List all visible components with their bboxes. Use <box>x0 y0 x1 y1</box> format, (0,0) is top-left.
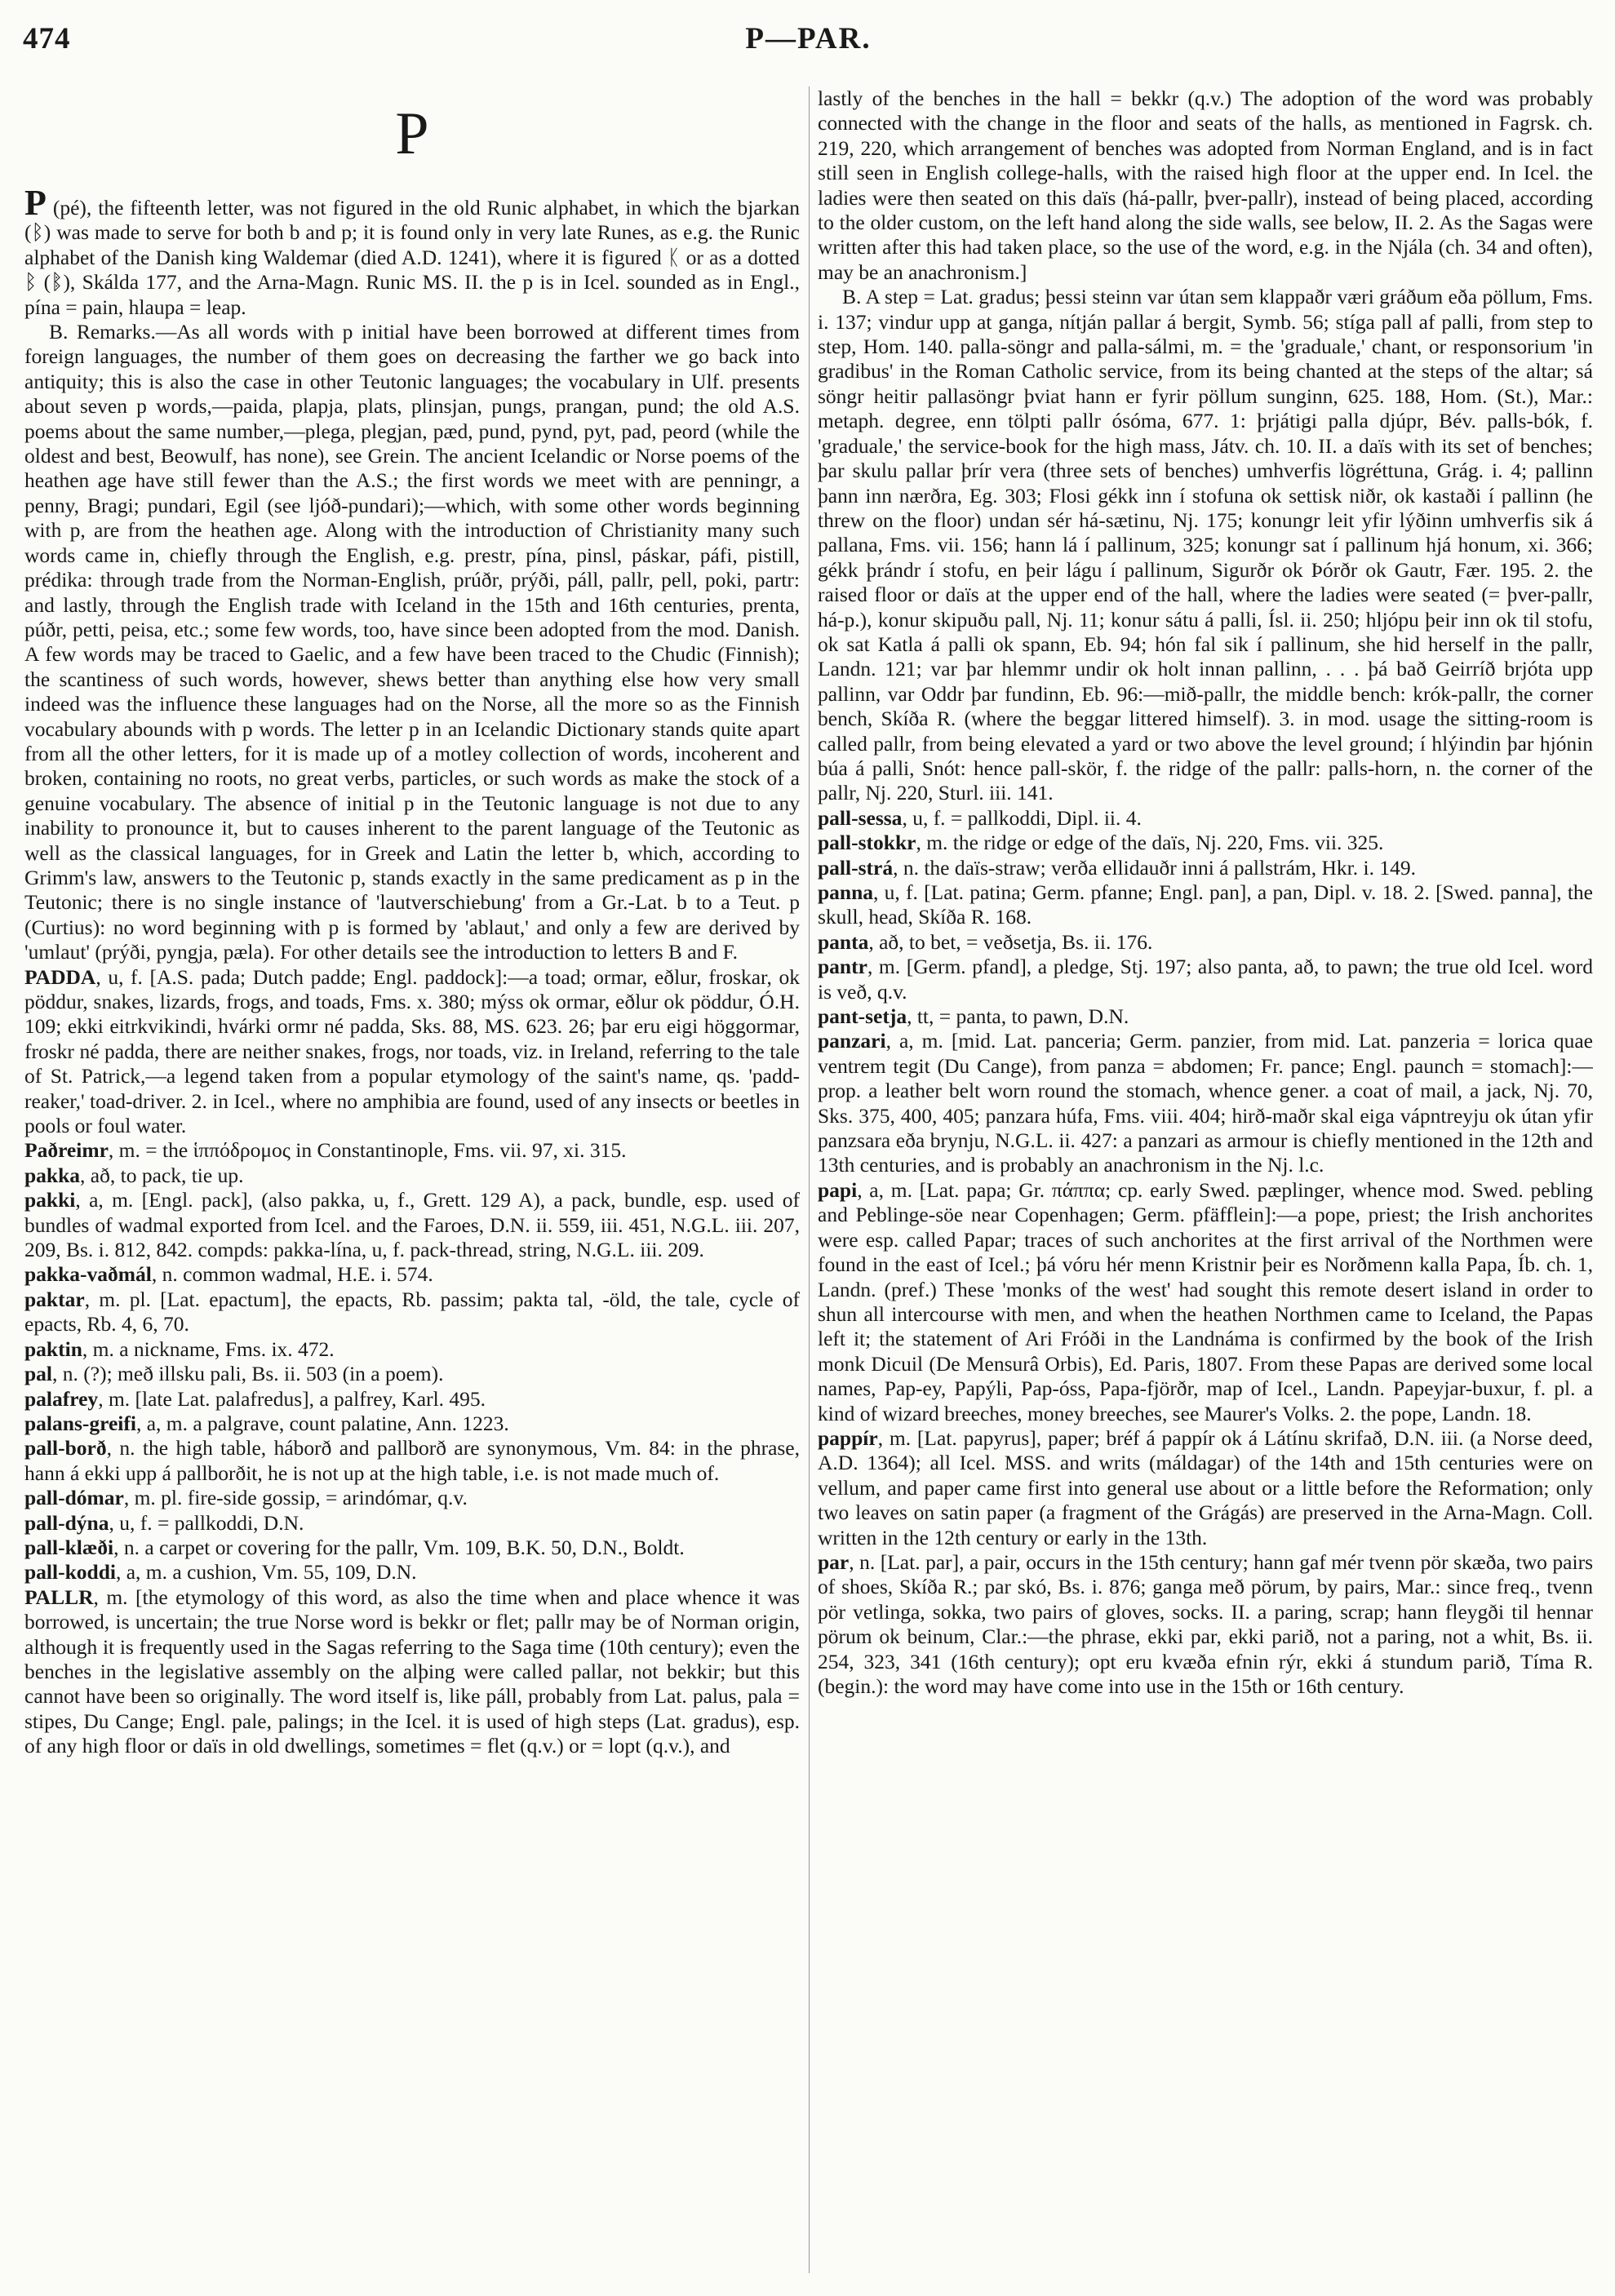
dictionary-entry-pallr-b <box>818 285 1593 806</box>
dictionary-entry-palafrey <box>24 1387 800 1412</box>
dictionary-entry-pall-dyna <box>24 1511 800 1536</box>
dictionary-entry-panzari <box>818 1029 1593 1177</box>
dictionary-entry-pakka <box>24 1164 800 1188</box>
dictionary-entry-panta <box>818 930 1593 955</box>
headword: par <box>818 1549 850 1574</box>
entry-text: , m. [late Lat. palafredus], a palfrey, Karl. 495. <box>98 1386 486 1411</box>
dictionary-entry-pakka-vadmal <box>24 1262 800 1287</box>
headword: pall-stokkr <box>818 831 916 855</box>
headword: pakka <box>24 1163 81 1187</box>
dictionary-entry-papi <box>818 1178 1593 1426</box>
headword: palans-greifi <box>24 1411 136 1435</box>
entry-text: , m. [Lat. papyrus], paper; bréf á pappír ok á Látínu skrifað, D.N. iii. (a Norse deed, A.D. 1364); all Icel. MSS. and writs (máldagar) of the 14th and 15th centuries were on vellum, and paper came first into general use about or a little before the Reformation; only two leaves on satin paper (a fragment of the Grágás) are preserved in the Arna-Magn. Coll. written in the 12th century or early in the 13th. <box>818 1425 1593 1549</box>
entry-text: , n. the high table, háborð and pallborð are synonymous, Vm. 84: in the phrase, hann á ekki upp á pallborðit, he is not up at the high table, i.e. is not made much of. <box>24 1436 800 1485</box>
dictionary-entry-padda <box>24 965 800 1139</box>
entry-text: , tt, = panta, to pawn, D.N. <box>907 1004 1129 1029</box>
entry-text: , m. [the etymology of this word, as also the time when and place whence it was borrowed, is uncertain; the true Norse word is bekkr or flet; pallr may be of Norman origin, although it is frequently used in the Sagas referring to the Saga time (10th century); even the benches in the legislative assembly on the alþing were called pallar, not bekkir; but this cannot have been so originally. The word itself is, like páll, probably from Lat. palus, pala = stipes, Du Cange; Engl. pale, palings; in the Icel. it is used of high steps (Lat. gradus), esp. of any high floor or daïs in old dwellings, sometimes = flet (q.v.) or = lopt (q.v.), and <box>24 1585 800 1758</box>
dictionary-entry-paktar <box>24 1288 800 1337</box>
dictionary-entry-pant-setja <box>818 1004 1593 1029</box>
dictionary-entry-panna <box>818 880 1593 930</box>
dictionary-entry-pall-domar <box>24 1486 800 1510</box>
headword: paktar <box>24 1287 85 1311</box>
dictionary-entry-pallr <box>24 1585 800 1759</box>
entry-text: , a, m. a palgrave, count palatine, Ann. 1223. <box>135 1411 509 1435</box>
headword: pall-borð <box>24 1436 107 1460</box>
dictionary-entry-pall-sessa <box>818 806 1593 831</box>
initial-letter: P <box>24 183 47 223</box>
dictionary-entry-pall-koddi <box>24 1560 800 1585</box>
headword: pal <box>24 1362 53 1386</box>
entry-text: , a, m. [Lat. papa; Gr. πάππα; cp. early Swed. pæplinger, whence mod. Swed. pebling and Peblinge-söe near Copenhagen; Germ. pfäfflein]:—a pope, priest; the Irish anchorites were esp. called Papar; traces of such anchorites at the first arrival of the Northmen were found in the east of Icel.; þá vóru hér menn Kristnir þeir es Norðmenn kalla Papa, Íb. ch. 1, Landn. (pref.) These 'monks of the west' had sought this remote desert island in order to shun all intercourse with men, and when the heathen Northmen came to Iceland, the Papas left it; the statement of Ari Fróði in the Landnáma is confirmed by the book of the Irish monk Dicuil (De Mensurâ Orbis), Ed. Paris, 1807. From these Papas are derived some local names, Pap-ey, Papýli, Pap-óss, Papa-fjörðr, map of Icel., Landn. Papeyjar-buxur, f. pl. a kind of wizard breeches, money breeches, see Maurer's Volks. 2. the pope, Landn. 18. <box>818 1177 1593 1425</box>
dictionary-entry-pappir <box>818 1426 1593 1550</box>
dictionary-entry-p-remarks <box>24 320 800 965</box>
headword: pall-sessa <box>818 805 903 830</box>
entry-text: , n. a carpet or covering for the pallr, Vm. 109, B.K. 50, D.N., Boldt. <box>113 1535 685 1559</box>
headword: pantr <box>818 955 867 979</box>
headword: Paðreimr <box>24 1138 109 1163</box>
headword: pall-klæði <box>24 1535 114 1559</box>
headword: pall-dýna <box>24 1510 109 1535</box>
headword: paktin <box>24 1336 82 1361</box>
entry-text: , að, to pack, tie up. <box>80 1163 244 1187</box>
entry-text: , u, f. [A.S. pada; Dutch padde; Engl. paddock]:—a toad; ormar, eðlur, froskar, ok pöddur, snakes, lizards, frogs, and toads, Fms. x. 380; mýss ok ormar, eðlur ok pöddur, Ó.H. 109; ekki eitrkvikindi, hvárki ormr né padda, Sks. 88, MS. 623. 26; þar eru eigi höggormar, froskr né padda, there are neither snakes, frogs, nor toads, viz. in Ireland, referring to the tale of St. Patrick,—a legend taken from a popular etymology of the saint's name, qs. 'padd-reaker,' toad-driver. 2. in Icel., where no amphibia are found, used of any insects or beetles in pools or foul water. <box>24 964 800 1138</box>
dictionary-entry-pall-kledi <box>24 1536 800 1560</box>
headword: pappír <box>818 1425 878 1450</box>
headword: pall-dómar <box>24 1486 124 1510</box>
headword: panna <box>818 880 874 904</box>
entry-text: , m. pl. fire-side gossip, = arindómar, q.v. <box>123 1486 468 1510</box>
dictionary-entry-pall-stra <box>818 856 1593 880</box>
entry-text: , m. [Germ. pfand], a pledge, Stj. 197; also panta, að, to pawn; the true old Icel. word is veð, q.v. <box>818 955 1593 1004</box>
entry-text: , m. = the ἱππόδρομος in Constantinople, Fms. vii. 97, xi. 315. <box>108 1138 627 1163</box>
entry-text: , u, f. = pallkoddi, D.N. <box>109 1510 304 1535</box>
page-number: 474 <box>23 22 71 55</box>
entry-text: , n. [Lat. par], a pair, occurs in the 15th century; hann gaf mér tvenn pör skæða, two pairs of shoes, Skíða R.; par skó, Bs. i. 876; ganga með pörum, by pairs, Mar.: since freq., tvenn pör vetlinga, sokka, two pairs of gloves, socks. II. a paring, scrap; hann fleygði til hennar pörum ok beinum, Clar.:—the phrase, ekki par, ekki parið, not a paring, not a whit, Bs. ii. 254, 323, 341 (16th century); opt eru kvæða efnin rýr, ekki á stundum parið, Tíma R. (begin.): the word may have come into use in the 15th or 16th century. <box>818 1549 1593 1698</box>
dictionary-entry-paktin <box>24 1337 800 1362</box>
headword: PADDA <box>24 964 96 989</box>
running-head: P—PAR. <box>745 22 872 55</box>
right-column <box>818 86 1593 2273</box>
dictionary-entry-pall-stokkr <box>818 831 1593 855</box>
headword: pall-koddi <box>24 1560 116 1585</box>
entry-text: lastly of the benches in the hall = bekkr (q.v.) The adoption of the word was probably connected with the change in the floor and seats of the halls, as mentioned in Fagrsk. ch. 219, 220, which arrangement of benches was adopted from Norman England, and is in fact still seen in English college-halls, with the raised high floor at the upper end. In Icel. the ladies were then seated on this daïs (há-pallr, þver-pallr), instead of being placed, according to the older custom, on the left hand along the side walls, see below, II. 2. As the Sagas were written after this had taken place, so the use of the word, e.g. in the Njála (ch. 34 and often), may be an anachronism.] <box>818 86 1593 284</box>
section-letter: P <box>395 100 429 167</box>
entry-text: , a, m. a cushion, Vm. 55, 109, D.N. <box>115 1560 417 1585</box>
entry-text: , n. the daïs-straw; verða ellidauðr inni á pallstrám, Hkr. i. 149. <box>893 855 1416 880</box>
entry-text: , u, f. = pallkoddi, Dipl. ii. 4. <box>902 805 1142 830</box>
entry-text: , a, m. [Engl. pack], (also pakka, u, f., Grett. 129 A), a pack, bundle, esp. used of bundles of wadmal exported from Icel. and the Faroes, D.N. ii. 559, iii. 451, N.G.L. iii. 207, 209, Bs. i. 812, 842. compds: pakka-lína, u, f. pack-thread, string, N.G.L. iii. 209. <box>24 1188 800 1262</box>
entry-text: , n. (?); með illsku pali, Bs. ii. 503 (in a poem). <box>52 1362 444 1386</box>
entry-text: , m. pl. [Lat. epactum], the epacts, Rb. passim; pakta tal, -öld, the tale, cycle of epacts, Rb. 4, 6, 70. <box>24 1287 800 1336</box>
dictionary-entry-pall-bord <box>24 1436 800 1486</box>
entry-text: B. Remarks.—As all words with p initial have been borrowed at different times from foreign languages, the number of them goes on decreasing the farther we go back into antiquity; this is also the case in other Teutonic languages; the vocabulary in Ulf. presents about seven p words,—paida, plapja, plats, plinsjan, pungs, prangan, pund; the old A.S. poems about the same number,—plega, plegjan, pæd, pund, pynd, pyt, pad, peord (while the oldest and best, Beowulf, has none), see Grein. The ancient Icelandic or Norse poems of the heathen age have still fewer than the A.S.; the first words we meet with are penningr, a penny, Bragi; pundari, Egil (see ljóð-pundari);—which, with some other words beginning with p, are from the heathen age. Along with the introduction of Christianity many such words came in, chiefly through the English, e.g. prestr, pína, pinsl, páskar, páfi, pistill, prédika: through trade from the Norman-English, prúðr, prýði, páll, pallr, pell, poki, partr: and lastly, through the English trade with Iceland in the 15th and 16th centuries, prenta, púðr, petti, peisa, etc.; some few words, too, have since been adopted from the mod. Danish. A few words may be traced to Gaelic, and a few have been traced to the Chudic (Finnish); the scantiness of such words, however, shews better than anything else how very small indeed was the influence these languages had on the Norse, all the more so as the Finnish vocabulary abounds with p words. The letter p in an Icelandic Dictionary stands quite apart from all the other letters, for it is made up of a motley collection of words, incoherent and broken, containing no roots, no great verbs, particles, or such words as make the stock of a genuine vocabulary. The absence of initial p in the Teutonic language is not due to any inability to pronounce it, but to causes inherent to the parent language of the Teutonic as well as the classical languages, for in Greek and Latin the letter b, which, according to Grimm's law, answers to the Teutonic p, stands exactly in the same predicament as p in the Teutonic; there is no single instance of 'lautverschiebung' from a Gr.-Lat. b to a Teut. p (Curtius): no word beginning with p is formed by 'ablaut,' and only a few are derived by 'umlaut' (prýði, pyngja, pæla). For other details see the introduction to letters B and F. <box>24 320 800 964</box>
entry-text: , n. common wadmal, H.E. i. 574. <box>151 1262 433 1287</box>
headword: pakki <box>24 1188 76 1212</box>
dictionary-entry-p-intro <box>24 183 800 320</box>
headword: panta <box>818 929 869 954</box>
dictionary-entry-par <box>818 1550 1593 1699</box>
entry-text: B. A step = Lat. gradus; þessi steinn var útan sem klappaðr væri gráðum eða pöllum, Fms. i. 137; vindur upp at ganga, nítján pallar á bergit, Symb. 56; stíga pall af palli, from step to step, Hom. 140. palla-söngr and palla-sálmi, m. = the 'graduale,' chant, or responsorium 'in gradibus' in the Roman Catholic service, from its being chanted at the steps of the altar; sá söngr heitir pallasöngr þviat hann er fyrir pöllum sunginn, 625. 188, Hom. (St.), Mar.: metaph. degree, enn tölpti pallr ósóma, 677. 1: þrjátigi palla djúpr, Bév. palls-bók, f. 'graduale,' the service-book for the high mass, Játv. ch. 10. II. a daïs with its set of benches; þar skulu pallar þrír vera (three sets of benches) umhverfis lögréttuna, Grág. i. 4; pallinn þann inn nærðra, Eg. 303; Flosi gékk inn í stofuna ok settisk niðr, ok kastaði í pallinn (he threw on the floor) undan sér há-sætinu, Nj. 175; konungr leit yfir lýðinn umhverfis sik á pallana, Fms. vii. 156; hann lá í pallinum, 325; konungr sat í pallinum hjá honum, xi. 366; gékk þrándr í stofu, en þeir lágu í pallinum, Sigurðr ok Þórðr ok Gautr, Fær. 195. 2. the raised floor or daïs at the upper end of the hall, where the ladies were seated (= þver-pallr, há-p.), konur skipuðu pall, Nj. 11; konur sátu á palli, Ísl. ii. 250; hljópu þeir inn ok til stofu, ok sat Katla á palli ok spann, Eb. 94; hón fal sik í pallinum, she hid herself in the pallr, Landn. 121; var þar hlemmr undir ok holt innan pallinn, . . . þá bað Geirríð brjóta upp pallinn, var Oddr þar fundinn, Eb. 96:—mið-pallr, the middle bench: krók-pallr, the corner bench, Skíða R. (where the beggar littered himself). 3. in mod. usage the sitting-room is called pallr, from being elevated a yard or two above the level ground; í hlýindin þar hjónin búa á palli, Snót: hence pall-skör, f. the ridge of the pallr: palls-horn, n. the corner of the pallr, Nj. 220, Sturl. iii. 141. <box>818 285 1593 805</box>
dictionary-entry-pakki <box>24 1188 800 1262</box>
headword: pall-strá <box>818 855 894 880</box>
headword: papi <box>818 1177 858 1202</box>
entry-text: , u, f. [Lat. patina; Germ. pfanne; Engl. pan], a pan, Dipl. v. 18. 2. [Swed. panna], the skull, head, Skíða R. 168. <box>818 880 1593 929</box>
left-entries <box>24 183 800 1759</box>
left-column <box>24 86 800 2273</box>
dictionary-entry-pal <box>24 1362 800 1386</box>
headword: panzari <box>818 1029 886 1053</box>
headword: pakka-vaðmál <box>24 1262 152 1287</box>
dictionary-entry-pallr-cont <box>818 86 1593 285</box>
entry-text: , að, to bet, = veðsetja, Bs. ii. 176. <box>868 929 1153 954</box>
entry-text: , a, m. [mid. Lat. panceria; Germ. panzier, from mid. Lat. panzeria = lorica quae ventrem tegit (Du Cange), from panza = abdomen; Fr. pance; Engl. paunch = stomach]:—prop. a leather belt worn round the stomach, whence gener. a coat of mail, a jack, Nj. 70, Sks. 375, 400, 405; panzara húfa, Fms. viii. 404; hirð-maðr skal eiga vápntreyju ok útan yfir panzsara eða brynju, N.G.L. ii. 427: a panzari as armour is chiefly mentioned in the 12th and 13th centuries, and is probably an anachronism in the Nj. l.c. <box>818 1029 1593 1177</box>
headword: pant-setja <box>818 1004 907 1029</box>
right-entries <box>818 86 1593 1699</box>
headword: PALLR <box>24 1585 94 1609</box>
page-header <box>23 15 1594 64</box>
dictionary-entry-pantr <box>818 955 1593 1004</box>
column-divider <box>809 86 810 2273</box>
dictionary-entry-padreimr <box>24 1138 800 1163</box>
entry-text: , m. a nickname, Fms. ix. 472. <box>82 1336 335 1361</box>
dictionary-entry-palans-greifi <box>24 1412 800 1436</box>
headword: palafrey <box>24 1386 99 1411</box>
entry-text: , m. the ridge or edge of the daïs, Nj. 220, Fms. vii. 325. <box>916 831 1384 855</box>
entry-text: (pé), the fifteenth letter, was not figured in the old Runic alphabet, in which the bjarkan (ᛒ) was made to serve for both b and p; it is found only in very late Runes, as e.g. the Runic alphabet of the Danish king Waldemar (died A.D. 1241), where it is figured ᛕ or as a dotted ᛒ (ᛔ), Skálda 177, and the Arna-Magn. Runic MS. II. the p is in Icel. sounded as in Engl., pína = pain, hlaupa = leap. <box>24 196 800 319</box>
